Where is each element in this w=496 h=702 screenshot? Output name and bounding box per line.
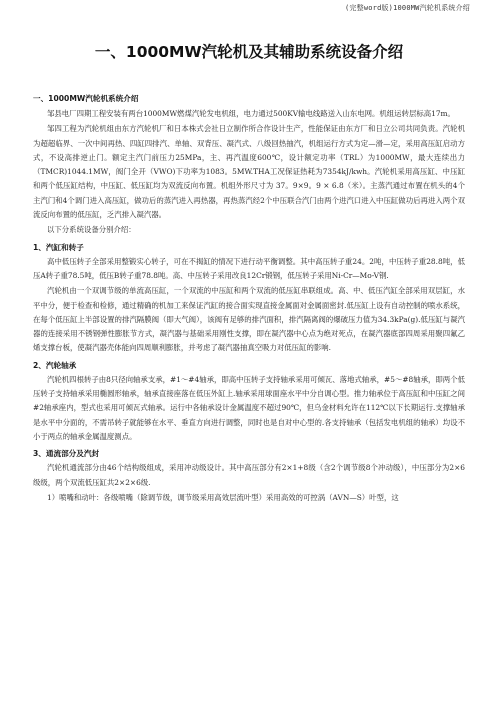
paragraph-turbine-specs: 邹四工程为汽轮机组由东方汽轮机厂和日本株式会社日立制作所合作设计生产，性能保证由东方厂和日立公司共同负责。汽轮机为超超临界、一次中间再热、四缸四排汽、单轴、双背压、凝汽式、八级回热抽汽，机组运行方式为定—滑—定，采用高压缸启动方式，不设高排逆止门。额定主汽门前压力25MPa，主、再汽温度600℃，设计额定功率（TRL）为1000MW，最大连续出力（TMCR)1044.1MW，阀门全开（VWO)下功率为1083。5MW.THA工况保证热耗为7354kJ/kwh。汽轮机采用高压缸、中压缸和两个低压缸结构，中压缸、低压缸均为双流反向布置。机组外形尺寸为 37。9×9。9 × 6.8（米）。主蒸汽通过布置在机头的4个主汽门和4个调门进入高压缸，做功后的蒸汽进入再热器，再热蒸汽经2个中压联合汽门由两个进汽口进入中压缸做功后再进入两个双流反向布置的低压缸，乏汽排入凝汽器。 <box>33 124 465 220</box>
paragraph-bearings: 汽轮机四根转子由8只径向轴承支承，#1～#4轴承，即高中压转子支持轴承采用可倾瓦、落地式轴承，#5～#8轴承，即两个低压转子支持轴承采用椭圆形轴承，轴承直接座落在低压外缸上.轴承采用球面座水平中分自调心型。推力轴承位于高压缸和中压缸之间#2轴承座内，型式也采用可倾瓦式轴承。运行中各轴承设计金属温度不超过90℃，但乌金材料允许在112℃以下长期运行.支撑轴承是水平中分面的，不需吊转子就能够在水平、垂直方向进行调整，同时也是自对中心型的.各支持轴承（包括发电机组的轴承）均设不小于两点的轴承金属温度测点。 <box>33 374 465 441</box>
paragraph-plant-overview: 邹县电厂四期工程安装有两台1000MW燃煤汽轮发电机组，电力通过500KV输电线路送入山东电网。机组运转层标高17m。 <box>47 109 455 118</box>
paragraph-rotors: 高中低压转子全部采用整锻实心转子，可在不揭缸的情况下进行动平衡调整。其中高压转子重24。2吨，中压转子重28.8吨，低压A转子重78.5吨，低压B转子重78.8吨。高、中压转子采用改良12Cr锻钢，低压转子采用Ni-Cr—Mo-V钢. <box>33 256 465 280</box>
running-header: (完整word版)1000MW汽轮机系统介绍 <box>345 4 470 12</box>
subheading-cylinders-rotors: 1、汽缸和转子 <box>33 242 84 252</box>
subheading-bearings: 2、汽轮轴承 <box>33 360 77 370</box>
paragraph-flow-path: 汽轮机通流部分由46个结构级组成，采用冲动级设计。其中高压部分有2×1+8级（含2个调节级8个冲动级），中压部分为2×6级级，两个双流低压缸共2×2×6级. <box>33 463 465 487</box>
paragraph-nozzles-blades: 1）喷嘴和动叶：各级喷嘴（除调节级，调节级采用高效层流叶型）采用高效的可控涡（AVN—S）叶型，这 <box>47 492 399 502</box>
paragraph-cylinders: 汽轮机由一个双调节级的单流高压缸，一个双流的中压缸和两个双流的低压缸串联组成。高、中、低压汽缸全部采用双层缸，水平中分，便于检查和检修，通过精确的机加工来保证汽缸的接合面实现直接金属面对金属面密封.低压缸上设有自动控制的喷水系统，在每个低压缸上半部设置的排汽隔膜阀（即大气阀），该阀有足够的排汽面积，排汽隔离阀的爆破压力值为34.3kPa(g).低压缸与凝汽器的连接采用不锈钢弹性膨胀节方式，凝汽器与基础采用刚性支撑，即在凝汽器中心点为绝对死点，在凝汽器底部四周采用聚四氟乙烯支撑台板，使凝汽器壳体能向四周顺利膨胀，并考虑了凝汽器抽真空吸力对低压缸的影响. <box>33 286 465 353</box>
section-heading: 一、1000MW汽轮机系统介绍 <box>33 94 139 103</box>
document-title: 一、1000MW汽轮机及其辅助系统设备介绍 <box>94 43 404 61</box>
subheading-flow-path-seals: 3、通流部分及汽封 <box>33 449 100 459</box>
paragraph-intro-subsystems: 以下分系统设备分别介绍： <box>47 225 136 235</box>
section-turbine-system <box>33 93 465 505</box>
